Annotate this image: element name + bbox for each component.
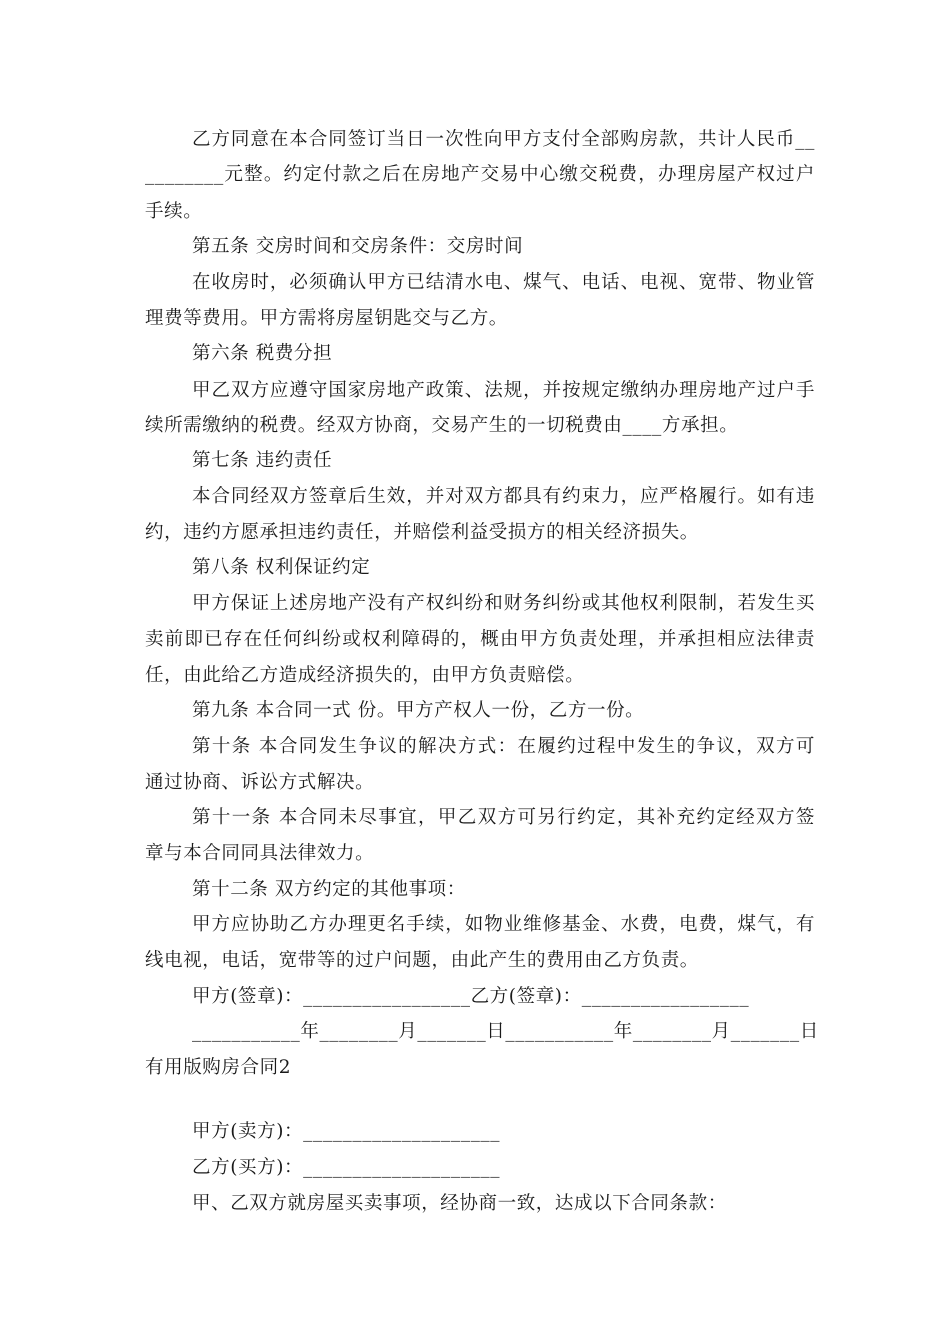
document-title: 有用版购房合同2 [145, 1057, 292, 1078]
party-b-line: 乙方(买方)：____________________ [192, 1157, 501, 1178]
section-heading-9: 第九条 本合同一式 份。甲方产权人一份，乙方一份。 [192, 700, 645, 721]
paragraph-line: 约，违约方愿承担违约责任，并赔偿利益受损方的相关经济损失。 [145, 522, 699, 543]
paragraph-line: 在收房时，必须确认甲方已结清水电、煤气、电话、电视、宽带、物业管 [192, 272, 815, 293]
section-heading-5: 第五条 交房时间和交房条件：交房时间 [192, 236, 524, 257]
paragraph-line: 线电视，电话，宽带等的过户问题，由此产生的费用由乙方负责。 [145, 950, 699, 971]
paragraph-line: 本合同经双方签章后生效，并对双方都具有约束力，应严格履行。如有违 [192, 486, 815, 507]
section-heading-12: 第十二条 双方约定的其他事项： [192, 879, 466, 900]
paragraph-line: 乙方同意在本合同签订当日一次性向甲方支付全部购房款，共计人民币__ [192, 129, 815, 150]
section-heading-10: 第十条 本合同发生争议的解决方式：在履约过程中发生的争议，双方可 [192, 736, 815, 757]
paragraph-line: 通过协商、诉讼方式解决。 [145, 772, 375, 793]
paragraph-line: 章与本合同同具法律效力。 [145, 843, 375, 864]
paragraph-line: 理费等费用。甲方需将房屋钥匙交与乙方。 [145, 308, 508, 329]
signature-line: 甲方(签章)：_________________乙方(签章)：_________________ [192, 986, 750, 1007]
section-heading-6: 第六条 税费分担 [192, 343, 333, 364]
paragraph-line: 甲、乙双方就房屋买卖事项，经协商一致，达成以下合同条款： [192, 1193, 727, 1214]
paragraph-line: 甲方保证上述房地产没有产权纠纷和财务纠纷或其他权利限制，若发生买 [192, 593, 815, 614]
section-heading-8: 第八条 权利保证约定 [192, 557, 371, 578]
section-heading-11: 第十一条 本合同未尽事宜，甲乙双方可另行约定，其补充约定经双方签 [192, 807, 815, 828]
party-a-line: 甲方(卖方)：____________________ [192, 1121, 501, 1142]
paragraph-line: 任，由此给乙方造成经济损失的，由甲方负责赔偿。 [145, 665, 585, 686]
paragraph-line: ________元整。约定付款之后在房地产交易中心缴交税费，办理房屋产权过户 [145, 164, 815, 185]
paragraph-line: 续所需缴纳的税费。经双方协商，交易产生的一切税费由____方承担。 [145, 415, 739, 436]
paragraph-line: 手续。 [145, 201, 203, 222]
section-heading-7: 第七条 违约责任 [192, 450, 333, 471]
paragraph-line: 卖前即已存在任何纠纷或权利障碍的，概由甲方负责处理，并承担相应法律责 [145, 629, 815, 650]
paragraph-line: 甲方应协助乙方办理更名手续，如物业维修基金、水费，电费，煤气，有 [192, 914, 815, 935]
paragraph-line: 甲乙双方应遵守国家房地产政策、法规，并按规定缴纳办理房地产过户手 [192, 380, 815, 401]
date-line: ___________年________月_______日___________年________月_______日 [192, 1021, 819, 1042]
